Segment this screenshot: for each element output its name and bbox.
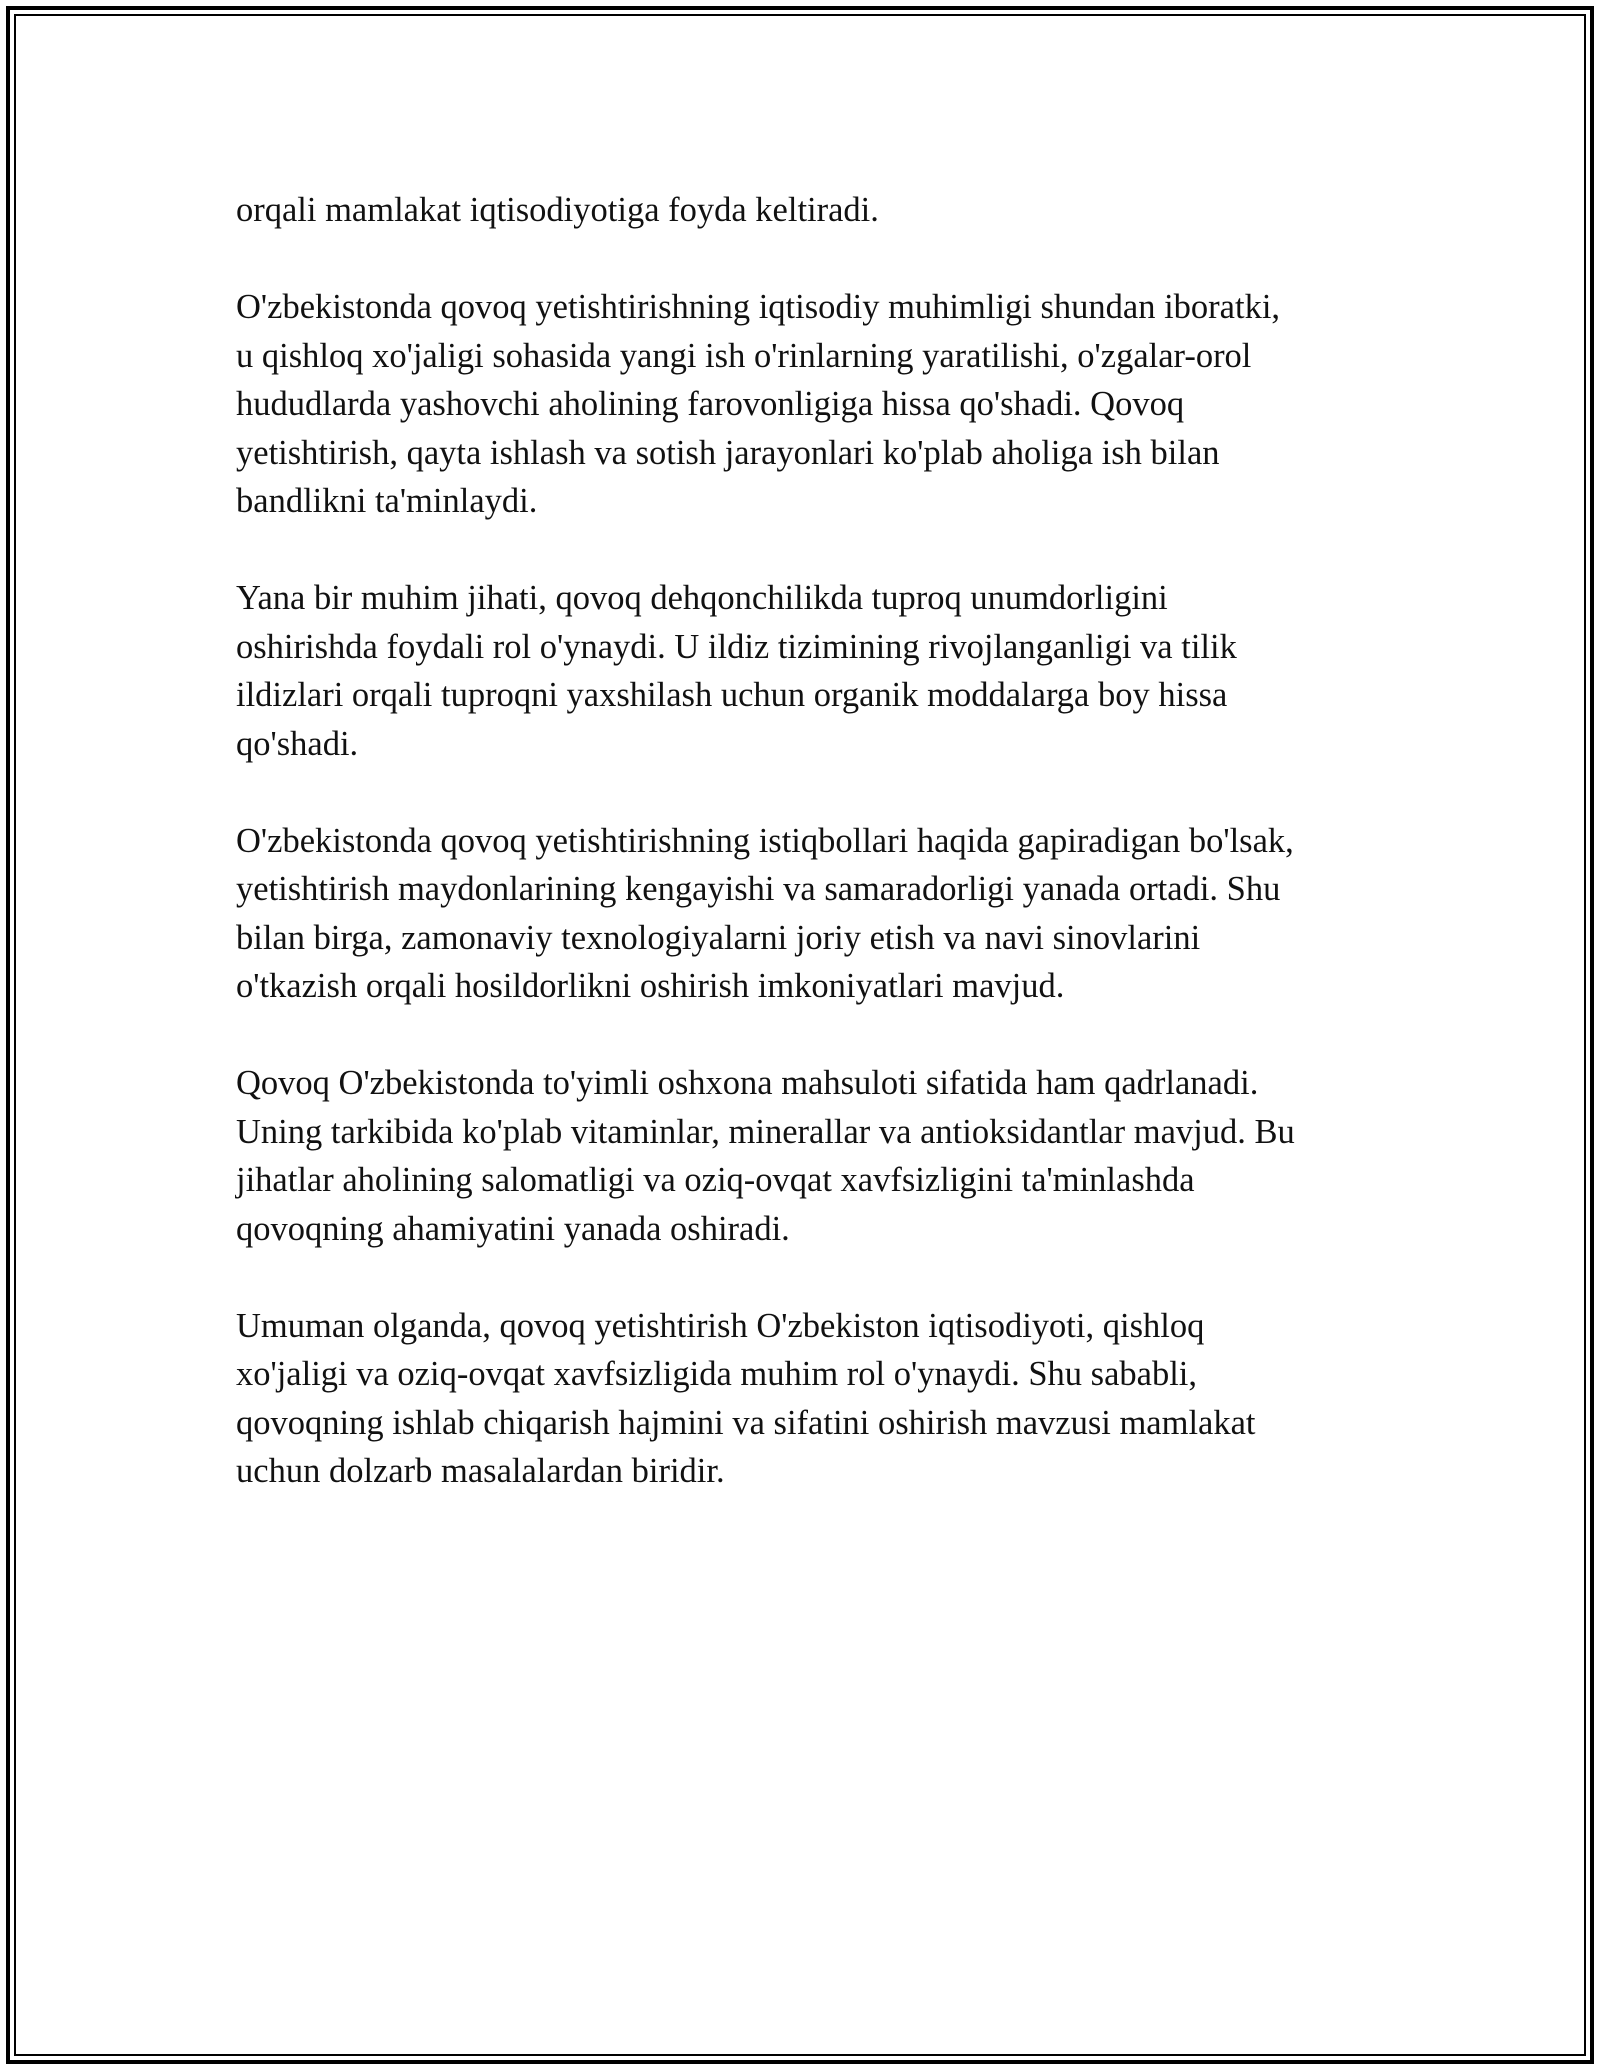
paragraph-line: qovoqning ishlab chiqarish hajmini va sifatini oshirish mavzusi mamlakat: [236, 1403, 1256, 1442]
document-body: [236, 186, 1376, 1544]
paragraph-line: Uning tarkibida ko'plab vitaminlar, minerallar va antioksidantlar mavjud. Bu: [236, 1112, 1295, 1151]
paragraph-line: qo'shadi.: [236, 724, 359, 763]
paragraph-line: yetishtirish, qayta ishlash va sotish jarayonlari ko'plab aholiga ish bilan: [236, 433, 1220, 472]
paragraph-line: orqali mamlakat iqtisodiyotiga foyda keltiradi.: [236, 191, 879, 229]
paragraph-line: yetishtirish maydonlarining kengayishi va samaradorligi yanada ortadi. Shu: [236, 870, 1281, 908]
paragraph-line: Qovoq O'zbekistonda to'yimli oshxona mahsuloti sifatida ham qadrlanadi.: [236, 1064, 1259, 1102]
paragraph-1: [236, 186, 1376, 235]
paragraph-line: o'tkazish orqali hosildorlikni oshirish imkoniyatlari mavjud.: [236, 967, 1065, 1005]
paragraph-line: oshirishda foydali rol o'ynaydi. U ildiz tizimining rivojlanganligi va tilik: [236, 627, 1237, 666]
paragraph-line: uchun dolzarb masalalardan biridir.: [236, 1452, 725, 1490]
paragraph-line: Yana bir muhim jihati, qovoq dehqonchilikda tuproq unumdorligini: [236, 579, 1168, 617]
paragraph-line: bilan birga, zamonaviy texnologiyalarni joriy etish va navi sinovlarini: [236, 918, 1201, 957]
paragraph-line: Umuman olganda, qovoq yetishtirish O'zbekiston iqtisodiyoti, qishloq: [236, 1306, 1205, 1345]
paragraph-line: jihatlar aholining salomatligi va oziq-ovqat xavfsizligini ta'minlashda: [236, 1161, 1195, 1199]
paragraph-3: [236, 574, 1376, 768]
paragraph-line: qovoqning ahamiyatini yanada oshiradi.: [236, 1209, 790, 1248]
paragraph-line: O'zbekistonda qovoq yetishtirishning istiqbollari haqida gapiradigan bo'lsak,: [236, 821, 1294, 860]
paragraph-2: [236, 283, 1376, 526]
paragraph-line: bandlikni ta'minlaydi.: [236, 482, 538, 520]
paragraph-line: u qishloq xo'jaligi sohasida yangi ish o'rinlarning yaratilishi, o'zgalar-orol: [236, 336, 1252, 375]
paragraph-line: ildizlari orqali tuproqni yaxshilash uchun organik moddalarga boy hissa: [236, 676, 1228, 714]
paragraph-line: xo'jaligi va oziq-ovqat xavfsizligida muhim rol o'ynaydi. Shu sababli,: [236, 1355, 1198, 1393]
paragraph-line: O'zbekistonda qovoq yetishtirishning iqtisodiy muhimligi shundan iboratki,: [236, 288, 1281, 326]
paragraph-line: hududlarda yashovchi aholining farovonligiga hissa qo'shadi. Qovoq: [236, 385, 1185, 423]
paragraph-5: [236, 1059, 1376, 1253]
paragraph-6: [236, 1302, 1376, 1496]
paragraph-4: [236, 817, 1376, 1011]
